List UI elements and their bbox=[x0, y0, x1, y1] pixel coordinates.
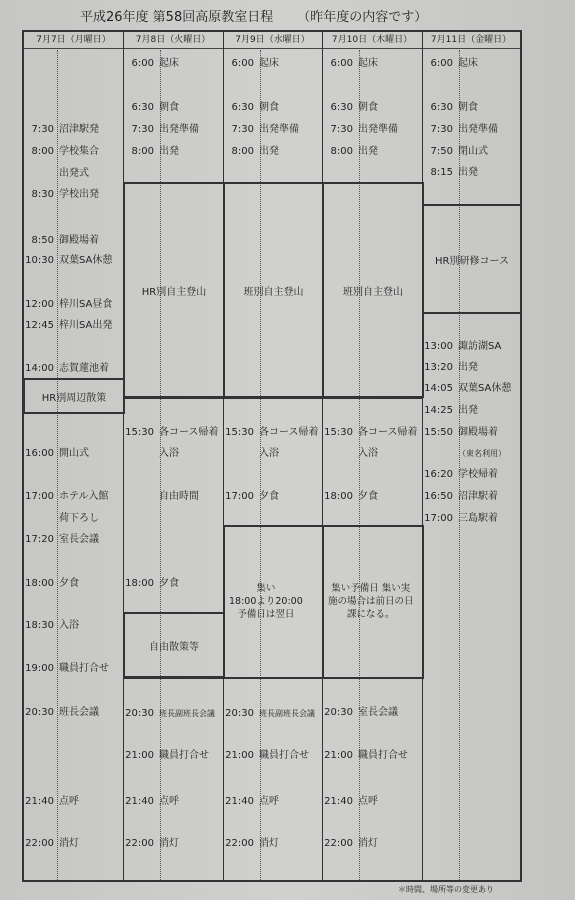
page-title bbox=[80, 6, 427, 25]
event-row: 18:00 夕食 bbox=[324, 491, 378, 502]
event-row: 14:05 双葉SA休憩 bbox=[424, 383, 512, 394]
event-row: 8:00 出発 bbox=[131, 146, 179, 157]
title-main: 平成26年度 第58回高原教室日程 bbox=[80, 10, 274, 25]
activity-box: 班別自主登山 bbox=[223, 182, 324, 398]
activity-box: 班別自主登山 bbox=[322, 182, 424, 398]
day-header-1: 7月7日（月曜日） bbox=[24, 32, 123, 49]
event-row: 8:30 学校出発 bbox=[31, 189, 99, 200]
event-row: 14:25 出発 bbox=[424, 405, 478, 416]
event-row: 6:00 起床 bbox=[430, 58, 478, 69]
event-row: 13:00 諏訪湖SA bbox=[424, 341, 502, 352]
footnote: ＊時間、場所等の変更あり bbox=[398, 885, 494, 894]
event-row: 21:40 点呼 bbox=[225, 796, 279, 807]
event-row: （東名利用） bbox=[458, 449, 506, 458]
activity-box: HR別研修コース bbox=[422, 204, 522, 314]
section-divider bbox=[123, 398, 422, 399]
event-row: 21:00 職員打合せ bbox=[125, 750, 209, 761]
day-header-4: 7月10日（木曜日） bbox=[322, 32, 422, 49]
event-row: 17:20 室長会議 bbox=[25, 534, 99, 545]
event-row: 入浴 bbox=[358, 448, 378, 459]
event-row: 12:45 梓川SA出発 bbox=[25, 320, 113, 331]
event-row: 8:50 御殿場着 bbox=[31, 235, 99, 246]
event-row: 20:30 班長会議 bbox=[25, 707, 99, 718]
event-row: 入浴 bbox=[159, 448, 179, 459]
event-row: 6:30 朝食 bbox=[330, 102, 378, 113]
event-row: 7:50 閉山式 bbox=[430, 146, 488, 157]
event-row: 18:00 夕食 bbox=[25, 578, 79, 589]
event-row: 入浴 bbox=[259, 448, 279, 459]
event-row: 20:30 班長副班長会議 bbox=[125, 708, 215, 719]
event-row: 15:30 各コース帰着 bbox=[324, 427, 418, 438]
event-row: 16:20 学校帰着 bbox=[424, 469, 498, 480]
event-row: 15:50 御殿場着 bbox=[424, 427, 498, 438]
event-note: 集い予備日 集い実 施の場合は前日の日 課になる。 bbox=[328, 583, 414, 620]
event-row: 6:00 起床 bbox=[330, 58, 378, 69]
event-row: 7:30 出発準備 bbox=[330, 124, 398, 135]
event-row: 16:00 開山式 bbox=[25, 448, 89, 459]
event-note-box bbox=[223, 525, 324, 679]
event-row: 自由時間 bbox=[159, 491, 199, 502]
event-row: 8:00 出発 bbox=[231, 146, 279, 157]
event-row: 10:30 双葉SA休憩 bbox=[25, 255, 113, 266]
event-row: 13:20 出発 bbox=[424, 362, 478, 373]
event-row: 18:30 入浴 bbox=[25, 620, 79, 631]
event-row: 20:30 室長会議 bbox=[324, 707, 398, 718]
event-row: 21:40 点呼 bbox=[125, 796, 179, 807]
event-row: 8:00 出発 bbox=[330, 146, 378, 157]
event-row: 17:00 ホテル入館 bbox=[25, 491, 109, 502]
activity-box: 自由散策等 bbox=[123, 612, 225, 678]
event-row: 7:30 沼津駅発 bbox=[31, 124, 99, 135]
day-header-2: 7月8日（火曜日） bbox=[123, 32, 223, 49]
event-row: 22:00 消灯 bbox=[125, 838, 179, 849]
event-row: 22:00 消灯 bbox=[324, 838, 378, 849]
event-row: 22:00 消灯 bbox=[25, 838, 79, 849]
event-row: 16:50 沼津駅着 bbox=[424, 491, 498, 502]
event-row: 6:30 朝食 bbox=[131, 102, 179, 113]
event-row: 出発式 bbox=[59, 168, 89, 179]
event-row: 17:00 三島駅着 bbox=[424, 513, 498, 524]
event-row: 17:00 夕食 bbox=[225, 491, 279, 502]
event-row: 21:00 職員打合せ bbox=[225, 750, 309, 761]
event-row: 6:30 朝食 bbox=[430, 102, 478, 113]
event-row: 7:30 出発準備 bbox=[430, 124, 498, 135]
activity-box: HR別周辺散策 bbox=[23, 378, 125, 414]
event-row: 15:30 各コース帰着 bbox=[225, 427, 319, 438]
day-header-3: 7月9日（水曜日） bbox=[223, 32, 322, 49]
event-row: 7:30 出発準備 bbox=[231, 124, 299, 135]
event-row: 14:00 志賀蓮池着 bbox=[25, 363, 109, 374]
event-row: 19:00 職員打合せ bbox=[25, 663, 109, 674]
title-sub: （昨年度の内容です） bbox=[297, 10, 428, 25]
event-row: 15:30 各コース帰着 bbox=[125, 427, 219, 438]
event-row: 21:40 点呼 bbox=[25, 796, 79, 807]
event-row: 22:00 消灯 bbox=[225, 838, 279, 849]
day-header-5: 7月11日（金曜日） bbox=[422, 32, 520, 49]
event-row: 荷下ろし bbox=[59, 513, 99, 524]
event-row: 6:30 朝食 bbox=[231, 102, 279, 113]
event-row: 7:30 出発準備 bbox=[131, 124, 199, 135]
activity-box: HR別自主登山 bbox=[123, 182, 225, 398]
event-row: 8:00 学校集合 bbox=[31, 146, 99, 157]
event-row: 6:00 起床 bbox=[131, 58, 179, 69]
event-note-box bbox=[322, 525, 424, 679]
event-note: 集い 18:00より20:00 予備日は翌日 bbox=[229, 583, 303, 620]
event-row: 20:30 班長副班長会議 bbox=[225, 708, 315, 719]
event-row: 21:00 職員打合せ bbox=[324, 750, 408, 761]
event-row: 18:00 夕食 bbox=[125, 578, 179, 589]
event-row: 12:00 梓川SA昼食 bbox=[25, 299, 113, 310]
event-row: 6:00 起床 bbox=[231, 58, 279, 69]
event-row: 21:40 点呼 bbox=[324, 796, 378, 807]
event-row: 8:15 出発 bbox=[430, 167, 478, 178]
